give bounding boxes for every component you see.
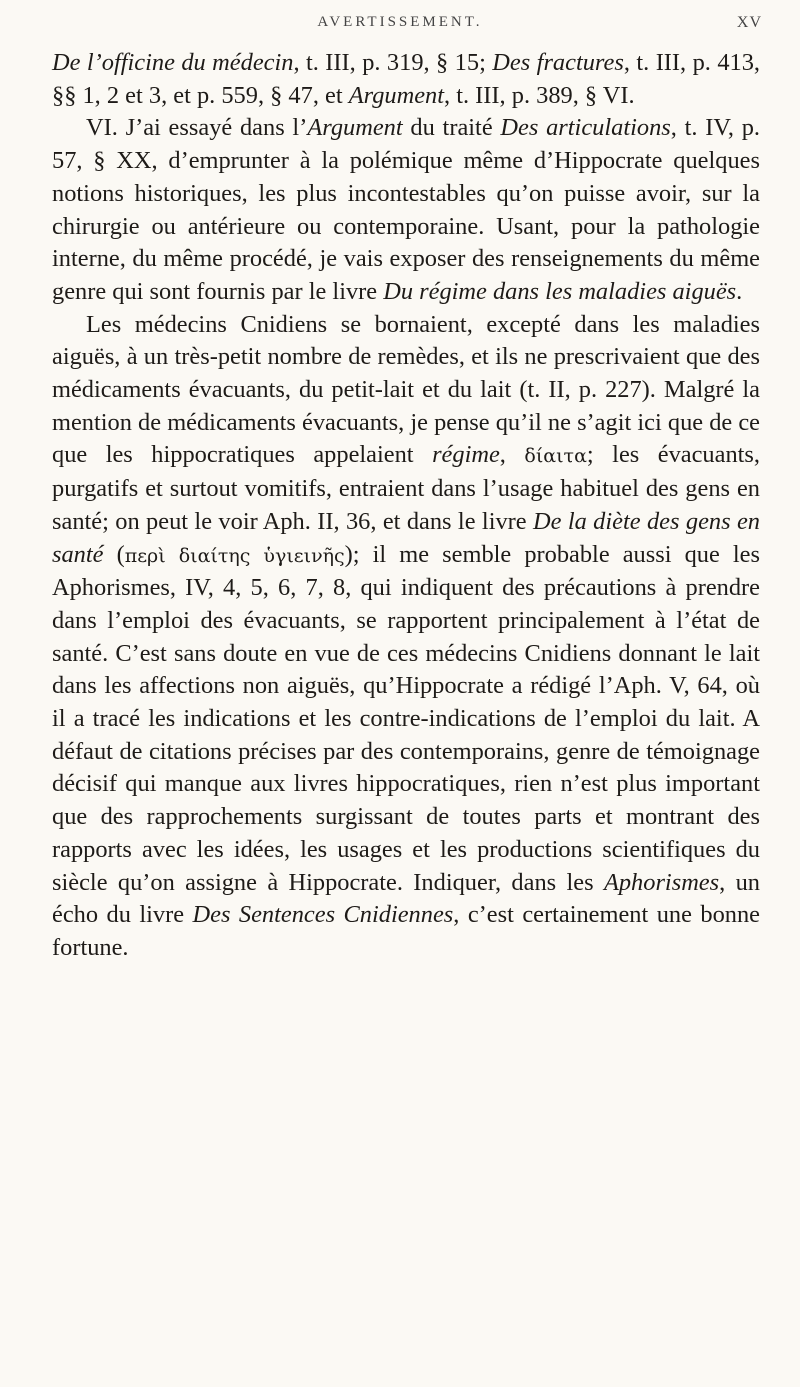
text-run: ); il me semble probable aussi que les Aphorismes, IV, 4, 5, 6, 7, 8, qui indiquent des précautions à prendre dans l’emploi des évacuants, se rapportent principalement à l’état de santé. C’est sans doute en vue de ces médecins Cnidiens donnant le lait dans les affections non aiguës, qu’Hippocrate a rédigé l’Aph. V, 64, où il a tracé les indications et les contre-indications de l’emploi du lait. A défaut de citations précises par des contemporains, genre de témoignage décisif qui manque aux livres hippocratiques, rien n’est plus important que des rapprochements surgissant de toutes parts et montrant des rapports avec les idées, les usages et les productions scientifiques du siècle qu’on assigne à Hippocrate. Indiquer, dans les xyxy=(52,540,760,896)
page-number: XV xyxy=(736,14,762,31)
text-run: , t. III, p. 389, § VI. xyxy=(444,81,635,109)
text-run: , t. III, p. 319, § 15; xyxy=(293,49,493,76)
italic-title: De la diète des gens en santé xyxy=(52,507,760,568)
text-run: ( xyxy=(103,540,125,568)
paragraph xyxy=(52,112,760,308)
text-run: du traité xyxy=(402,114,501,142)
text-run: ; les évacuants, purgatifs et surtout vomitifs, entraient dans l’usage habituel des gens en santé; on peut le voir Aph. II, 36, et dans le livre xyxy=(52,441,760,535)
text-run: Les médecins Cnidiens se bornaient, excepté dans les maladies aiguës, à un très-petit nombre de remèdes, et ils ne prescrivaient que des médicaments évacuants, du petit-lait et du lait (t. II, p. 227). Malgré la mention de médicaments évacuants, je pense qu’il ne s’agit ici que de ce que les hippocratiques appelaient xyxy=(52,310,760,469)
text-run: , un écho du livre xyxy=(52,868,760,929)
italic-title: Des articulations xyxy=(500,114,671,142)
text-run: . xyxy=(736,277,743,305)
italic-title: Du régime dans les maladies aiguës xyxy=(383,277,737,305)
text-run: , t. III, p. 413, §§ 1, 2 et 3, et p. 559, § 47, et xyxy=(52,49,761,109)
text-run: VI. J’ai essayé dans l’ xyxy=(86,114,308,142)
page-header xyxy=(0,14,800,44)
italic-title: Des Sentences Cnidiennes xyxy=(192,901,454,929)
greek-text: περὶ διαίτης ὑγιεινῆς xyxy=(124,544,345,567)
greek-text: δίαιτα xyxy=(524,445,587,468)
paragraph xyxy=(52,309,760,965)
italic-title: Des fractures xyxy=(492,49,624,76)
text-run: , c’est certainement une bonne fortune. xyxy=(52,901,760,961)
italic-title: Argument xyxy=(307,114,403,142)
running-head: AVERTISSEMENT. xyxy=(317,14,483,30)
italic-title: Aphorismes xyxy=(603,868,720,896)
italic-title: De l’officine du médecin xyxy=(52,49,294,76)
italic-title: Argument xyxy=(348,81,445,109)
paragraph xyxy=(52,47,760,112)
body-text xyxy=(52,47,760,965)
text-run: , xyxy=(499,441,525,469)
italic-title: régime xyxy=(432,441,500,469)
text-run: , t. IV, p. 57, § XX, d’emprunter à la polémique même d’Hippocrate quelques notions historiques, les plus incontestables qu’on puisse avoir, sur la chirurgie ou antérieure ou contemporaine. Usant, pour la pathologie interne, du même procédé, je vais exposer des renseignements du même genre qui sont fournis par le livre xyxy=(52,114,760,305)
